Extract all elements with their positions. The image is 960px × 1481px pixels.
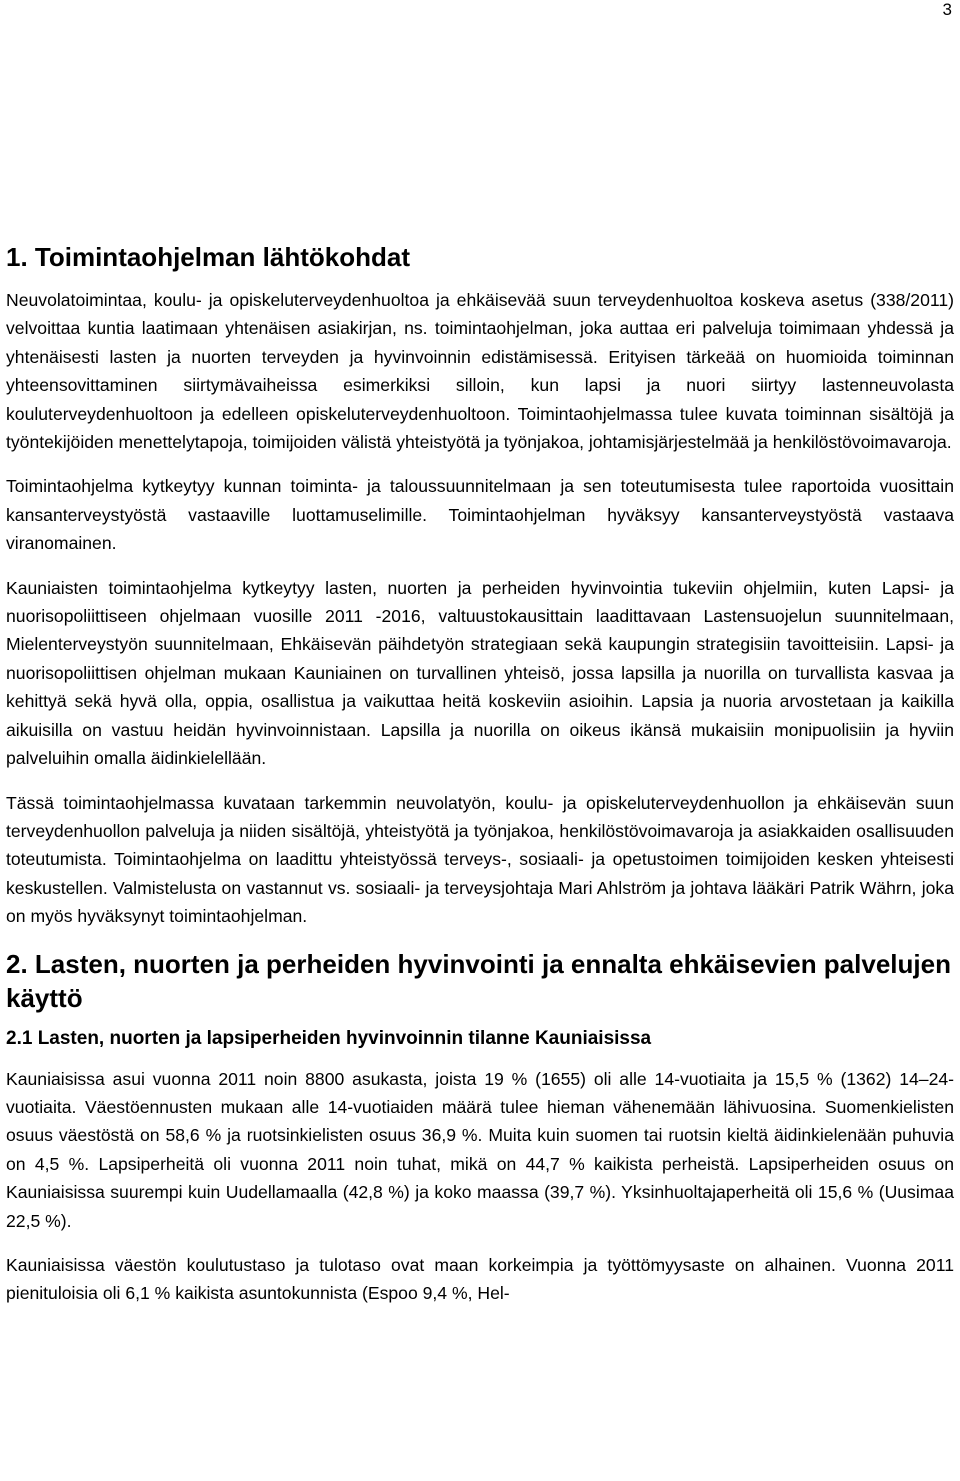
- page-number: 3: [942, 0, 952, 19]
- section-1-paragraph: Kauniaisten toimintaohjelma kytkeytyy lasten, nuorten ja perheiden hyvinvointia tukeviin ohjelmiin, kuten Lapsi- ja nuorisopoliittiseen ohjelmaan vuosille 2011 -2016, valtuustokausittain laadittavaan Lastensuojelun suunnitelmaan, Mielenterveystyön suunnitelmaan, Ehkäisevän päihdetyön strategiaan sekä kaupungin strategisiin tavoitteisiin. Lapsi- ja nuorisopoliittisen ohjelman mukaan Kauniainen on turvallinen yhteisö, jossa lapsilla ja nuorilla on turvallista kasvaa ja kehittyä sekä hyvä olla, oppia, osallistua ja vaikuttaa heitä koskeviin asioihin. Lapsia ja nuoria arvostetaan ja kaikilla aikuisilla on vastuu heidän hyvinvoinnistaan. Lapsilla ja nuorilla on oikeus ikänsä mukaisiin monipuolisiin ja hyviin palveluihin omalla äidinkielellään.: [6, 577, 954, 769]
- section-2-heading: 2. Lasten, nuorten ja perheiden hyvinvointi ja ennalta ehkäisevien palvelujen käyttö: [6, 948, 951, 1013]
- section-2-1-paragraph: Kauniaisissa asui vuonna 2011 noin 8800 asukasta, joista 19 % (1655) oli alle 14-vuotiaita ja 15,5 % (1362) 14–24-vuotiaita. Väestöennusten mukaan alle 14-vuotiaiden määrä tulee hieman vähenemään lähivuosina. Suomenkielisten osuus väestöstä on 58,6 % ja ruotsinkielisten osuus 36,9 %. Muita kuin suomen tai ruotsin kieltä äidinkielenään puhuvia on 4,5 %. Lapsiperheitä oli vuonna 2011 noin tuhat, mikä on 44,7 % kaikista perheistä. Lapsiperheiden osuus on Kauniaisissa suurempi kuin Uudellamaalla (42,8 %) ja koko maassa (39,7 %). Yksinhuoltajaperheitä oli 15,6 % (Uusimaa 22,5 %).: [6, 1068, 954, 1231]
- section-1-heading: 1. Toimintaohjelman lähtökohdat: [6, 242, 410, 272]
- subsection-2-1-heading: 2.1 Lasten, nuorten ja lapsiperheiden hyvinvoinnin tilanne Kauniaisissa: [6, 1027, 652, 1049]
- section-1-paragraph: Neuvolatoimintaa, koulu- ja opiskeluterveydenhuoltoa ja ehkäisevää suun terveydenhuoltoa koskeva asetus (338/2011) velvoittaa kuntia laatimaan yhtenäisen asiakirjan, ns. toimintaohjelman, joka auttaa eri palveluja toimimaan yhdessä ja yhtenäisesti lasten ja nuorten terveyden ja hyvinvoinnin edistämisessä. Erityisen tärkeää on huomioida toiminnan yhteensovittaminen siirtymävaiheissa esimerkiksi silloin, kun lapsi ja nuori siirtyy lastenneuvolasta kouluterveydenhuoltoon ja edelleen opiskeluterveydenhuoltoon. Toimintaohjelmassa tulee kuvata toiminnan sisältöjä ja työntekijöiden menettelytapoja, toimijoiden välistä yhteistyötä ja työnjakoa, johtamisjärjestelmää ja henkilöstövoimavaroja.: [6, 290, 954, 453]
- document-body: [6, 240, 954, 1324]
- section-1-paragraph: Toimintaohjelma kytkeytyy kunnan toiminta- ja taloussuunnitelmaan ja sen toteutumisesta tulee raportoida vuosittain kansanterveystyöstä vastaaville luottamuselimille. Toimintaohjelman hyväksyy kansanterveystyöstä vastaava viranomainen.: [6, 476, 954, 554]
- section-1-paragraph: Tässä toimintaohjelmassa kuvataan tarkemmin neuvolatyön, koulu- ja opiskeluterveydenhuollon ja ehkäisevän suun terveydenhuollon palveluja ja niiden sisältöjä, yhteistyötä ja työnjakoa, henkilöstövoimavaroja ja asiakkaiden osallisuuden toteutumista. Toimintaohjelma on laadittu yhteistyössä terveys-, sosiaali- ja opetustoimen toimijoiden kesken yhteisesti keskustellen. Valmistelusta on vastannut vs. sosiaali- ja terveysjohtaja Mari Ahlström ja johtava lääkäri Patrik Währn, joka on myös hyväksynyt toimintaohjelman.: [6, 792, 954, 927]
- section-2-1-paragraph: Kauniaisissa väestön koulutustaso ja tulotaso ovat maan korkeimpia ja työttömyysaste on alhainen. Vuonna 2011 pienituloisia oli 6,1 % kaikista asuntokunnista (Espoo 9,4 %, Hel-: [6, 1254, 954, 1304]
